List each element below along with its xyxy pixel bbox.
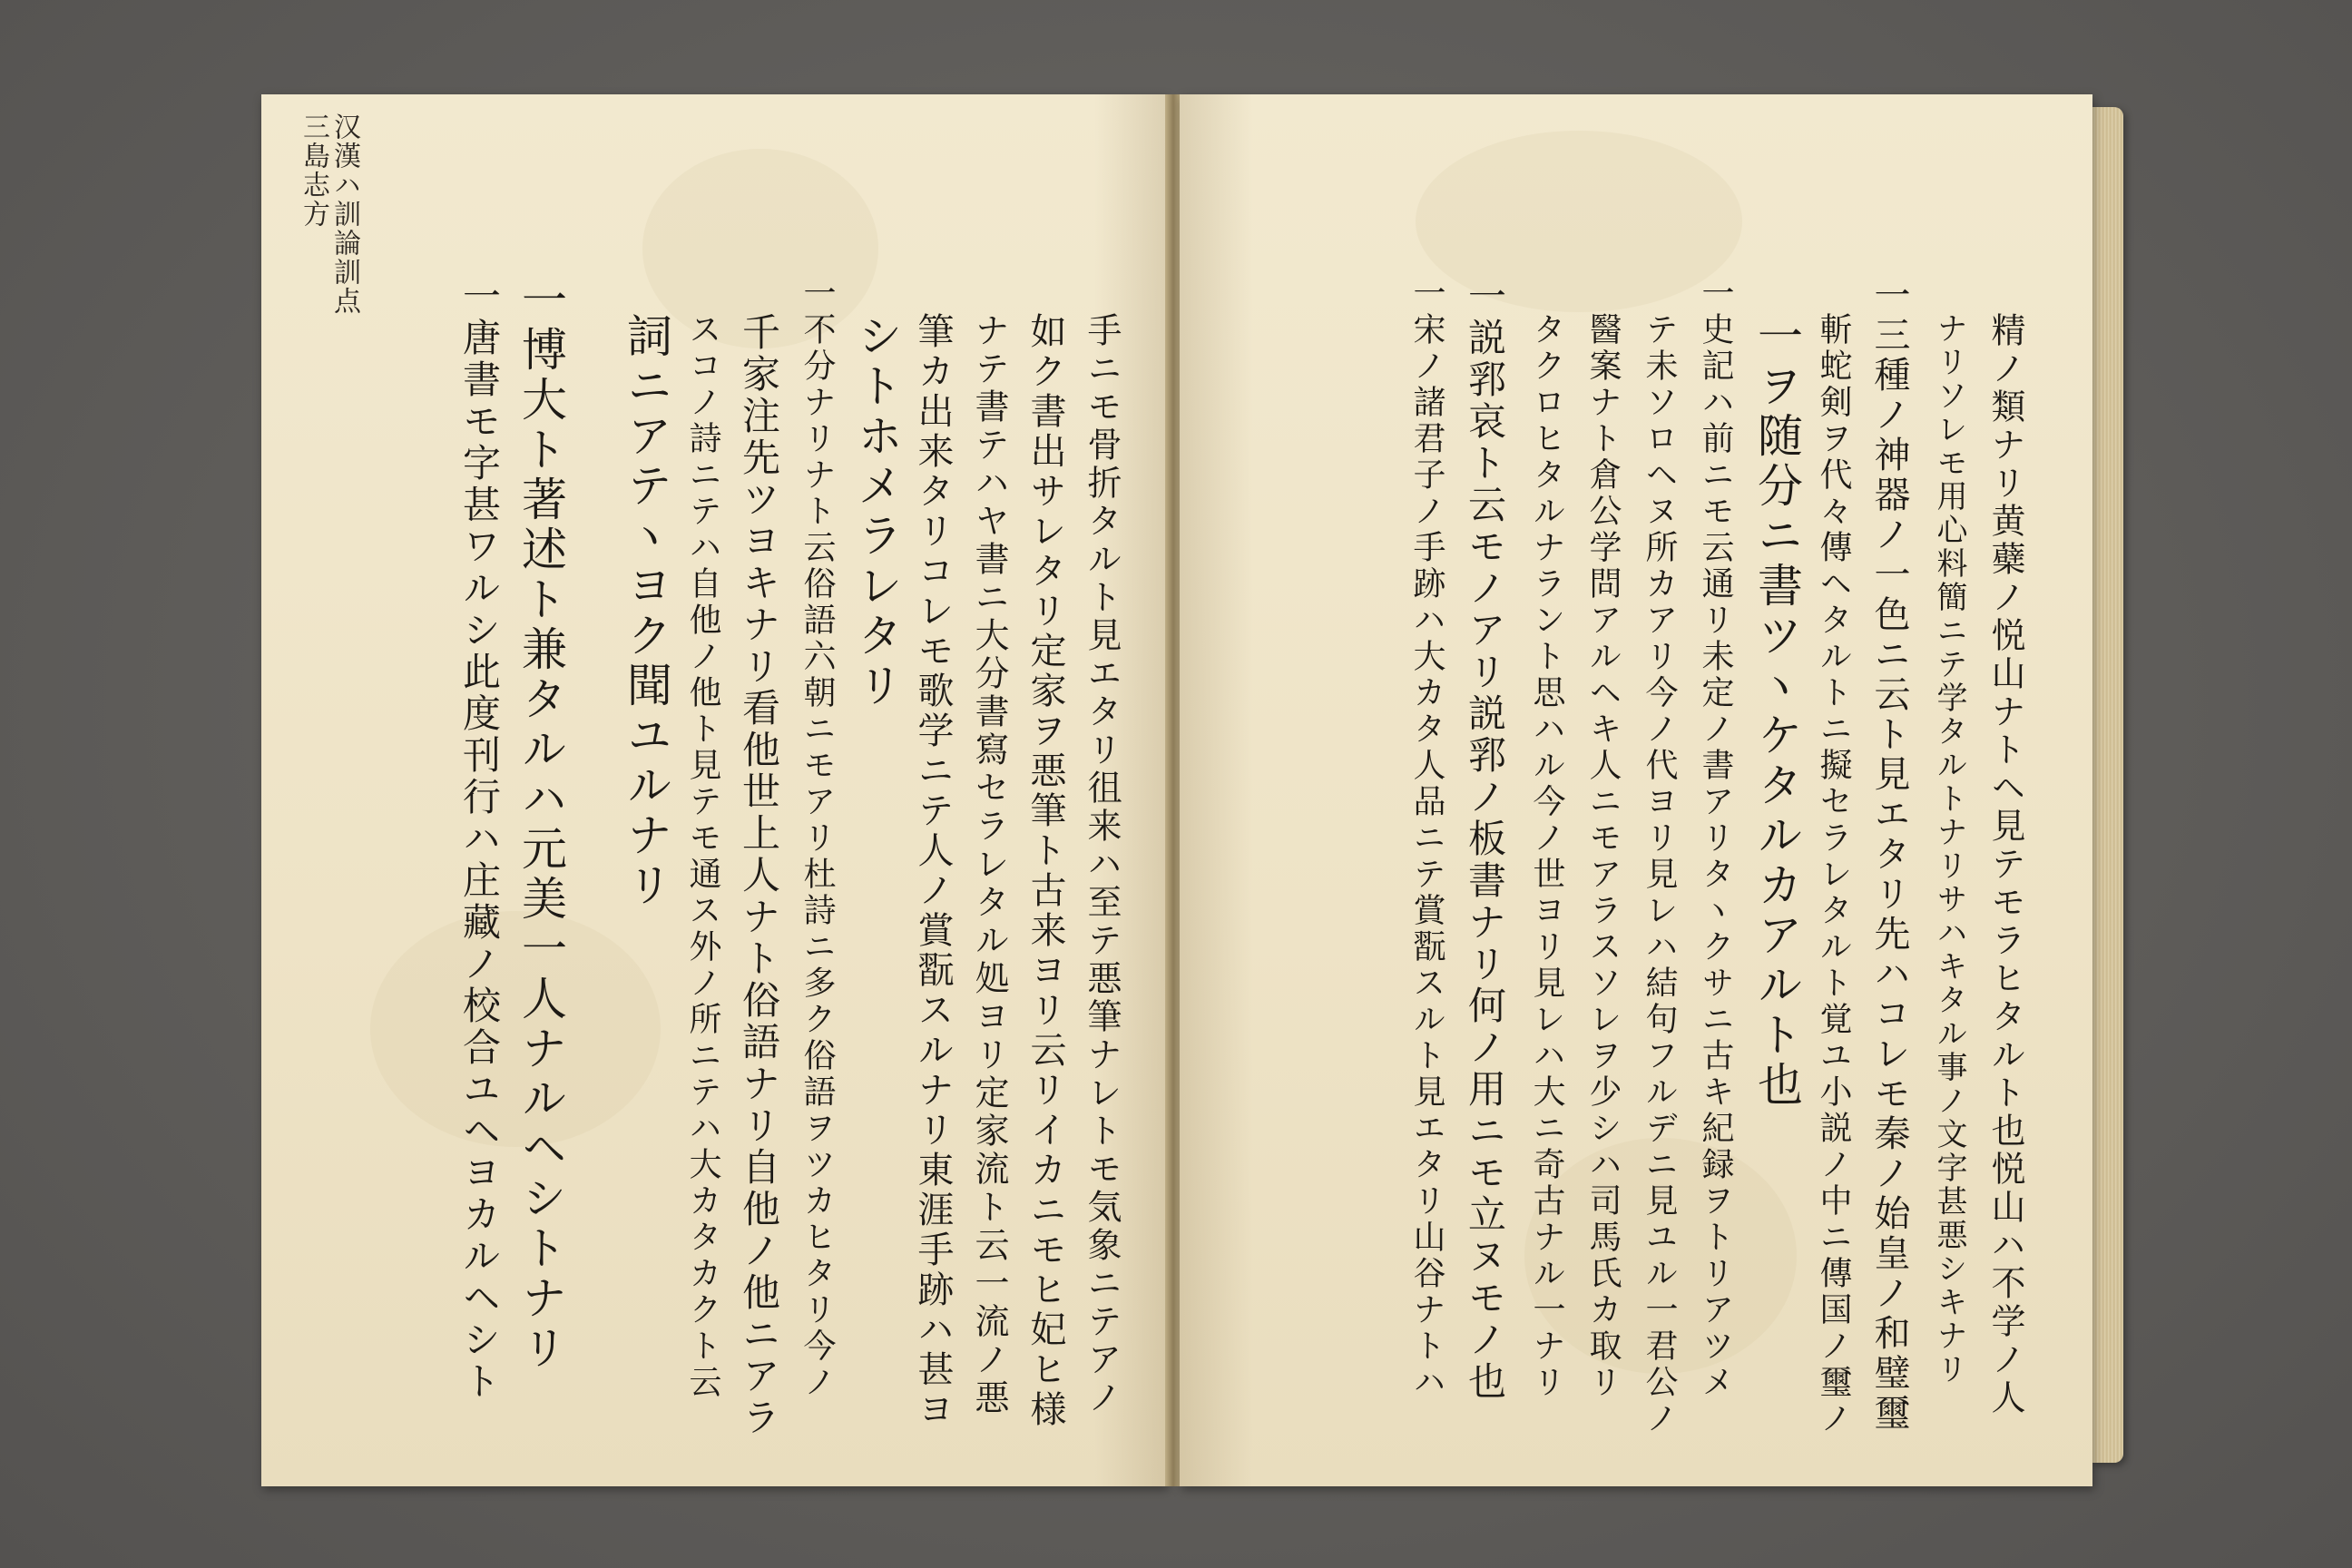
text-column: 精ノ類ナリ黄蘗ノ悦山ナトヘ見テモラヒタルト也悦山ハ不学ノ人 xyxy=(1985,312,2025,1417)
text-column: テ未ソロヘヌ所カアリ今ノ代ヨリ見レハ結句フルデニ見ユル一君公ノ xyxy=(1641,312,1678,1437)
text-column: 一史記ハ前ニモ云通リ未定ノ書アリタヽクサニ古キ紀録ヲトリアツメ xyxy=(1697,276,1734,1401)
text-column: 手ニモ骨折タルト見エタリ徂来ハ至テ悪筆ナレトモ気象ニテアノ xyxy=(1082,312,1122,1417)
text-column: 一博大ト著述ト兼タルハ元美一人ナルヘシトナリ xyxy=(514,276,567,1374)
margin-annotation-line: 三島志方 xyxy=(298,113,329,229)
text-column: 斬蛇剣ヲ代々傳ヘタルトニ擬セラレタルト覚ユ小説ノ中ニ傳国ノ璽ノ xyxy=(1815,312,1852,1437)
text-column: ナテ書テハヤ書ニ大分書寫セラレタル処ヨリ定家流ト云一流ノ悪 xyxy=(969,312,1009,1417)
text-column: シトホメラレタリ xyxy=(850,312,903,711)
text-column: タクロヒタルナラント思ハル今ノ世ヨリ見レハ大ニ奇古ナル一ナリ xyxy=(1528,312,1565,1401)
book-spread xyxy=(261,94,2123,1486)
text-column: 詞ニアテヽヨク聞ユルナリ xyxy=(620,312,672,911)
text-column: 如ク書出サレタリ定家ヲ悪筆ト古来ヨリ云リイカニモヒ妃ヒ様 xyxy=(1024,312,1066,1430)
page-edges xyxy=(2091,107,2123,1463)
margin-annotation-line: 汉漢ハ訓論訓点 xyxy=(328,113,360,316)
margin-annotation xyxy=(298,113,359,316)
text-column: 一不分ナリナト云俗語六朝ニモアリ杜詩ニ多ク俗語ヲツカヒタリ今ノ xyxy=(799,276,836,1401)
text-column: 一宋ノ諸君子ノ手跡ハ大カタ人品ニテ賞翫スルト見エタリ山谷ナトハ xyxy=(1408,276,1446,1401)
text-column: スコノ詩ニテハ自他ノ他ト見テモ通ス外ノ所ニテハ大カタカクト云 xyxy=(684,312,721,1401)
text-column: 一唐書モ字甚ワルシ此度刊行ハ庄藏ノ校合ユヘヨカルヘシト xyxy=(457,276,502,1403)
right-page xyxy=(1180,94,2092,1486)
text-column: 一ヲ随分ニ書ツヽケタルカアルト也 xyxy=(1750,312,1803,1111)
text-column: 筆カ出来タリコレモ歌学ニテ人ノ賞翫スルナリ東涯手跡ハ甚ヨ xyxy=(912,312,954,1430)
left-page xyxy=(261,94,1167,1486)
text-column: 一説郛哀ト云モノアリ説郛ノ板書ナリ何ノ用ニモ立ヌモノ也 xyxy=(1463,276,1507,1403)
text-column: ナリソレモ用心料簡ニテ学タルトナリサハキタル事ノ文字甚悪シキナリ xyxy=(1931,312,1967,1387)
text-column: 一三種ノ神器ノ一色ニ云ト見エタリ先ハコレモ秦ノ始皇ノ和璧璽 xyxy=(1868,276,1910,1434)
text-column: 千家注先ツヨキナリ看他世上人ナト俗語ナリ自他ノ他ニアラ xyxy=(737,312,781,1439)
text-column: 醫案ナト倉公学問アルヘキ人ニモアラスソレヲ少シハ司馬氏カ取リ xyxy=(1584,312,1622,1401)
